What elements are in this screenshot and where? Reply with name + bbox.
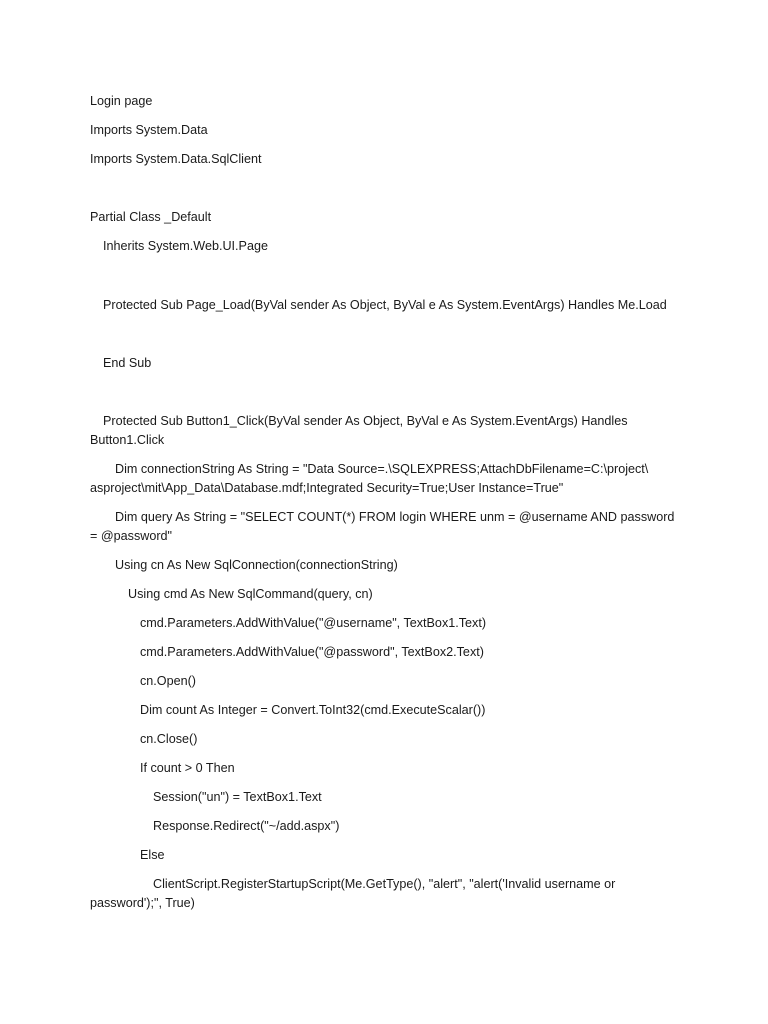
code-line: Imports System.Data.SqlClient bbox=[90, 152, 262, 166]
code-line: Protected Sub Page_Load(ByVal sender As Object, ByVal e As System.EventArgs) Handles Me.Load bbox=[103, 298, 667, 312]
code-line: Using cn As New SqlConnection(connectionString) bbox=[115, 558, 398, 572]
code-line: Inherits System.Web.UI.Page bbox=[103, 239, 268, 253]
code-line: Protected Sub Button1_Click(ByVal sender As Object, ByVal e As System.EventArgs) Handles Button1.Click bbox=[90, 414, 632, 447]
code-line: Partial Class _Default bbox=[90, 210, 212, 224]
code-line: Dim query As String = "SELECT COUNT(*) FROM login WHERE unm = @username AND password = @password" bbox=[90, 510, 678, 543]
code-line: cmd.Parameters.AddWithValue("@password", TextBox2.Text) bbox=[140, 645, 484, 659]
code-line: End Sub bbox=[103, 356, 152, 370]
code-line: Using cmd As New SqlCommand(query, cn) bbox=[128, 587, 373, 601]
code-line: Dim connectionString As String = "Data Source=.\SQLEXPRESS;AttachDbFilename=C:\project\ asproject\mit\App_Data\Database.mdf;Integrated Security=True;User Instance=True" bbox=[90, 462, 652, 495]
code-line: Imports System.Data bbox=[90, 123, 208, 137]
document-page bbox=[90, 0, 680, 1024]
code-line: If count > 0 Then bbox=[140, 761, 235, 775]
code-line: Session("un") = TextBox1.Text bbox=[153, 790, 322, 804]
code-line: cn.Open() bbox=[140, 674, 196, 688]
code-line: cn.Close() bbox=[140, 732, 198, 746]
code-line: ClientScript.RegisterStartupScript(Me.GetType(), "alert", "alert('Invalid username or password');", True) bbox=[90, 877, 619, 910]
code-line: cmd.Parameters.AddWithValue("@username", TextBox1.Text) bbox=[140, 616, 487, 630]
page-title: Login page bbox=[90, 94, 153, 108]
code-line: Else bbox=[140, 848, 165, 862]
code-line: Dim count As Integer = Convert.ToInt32(cmd.ExecuteScalar()) bbox=[140, 703, 486, 717]
code-line: Response.Redirect("~/add.aspx") bbox=[153, 819, 340, 833]
